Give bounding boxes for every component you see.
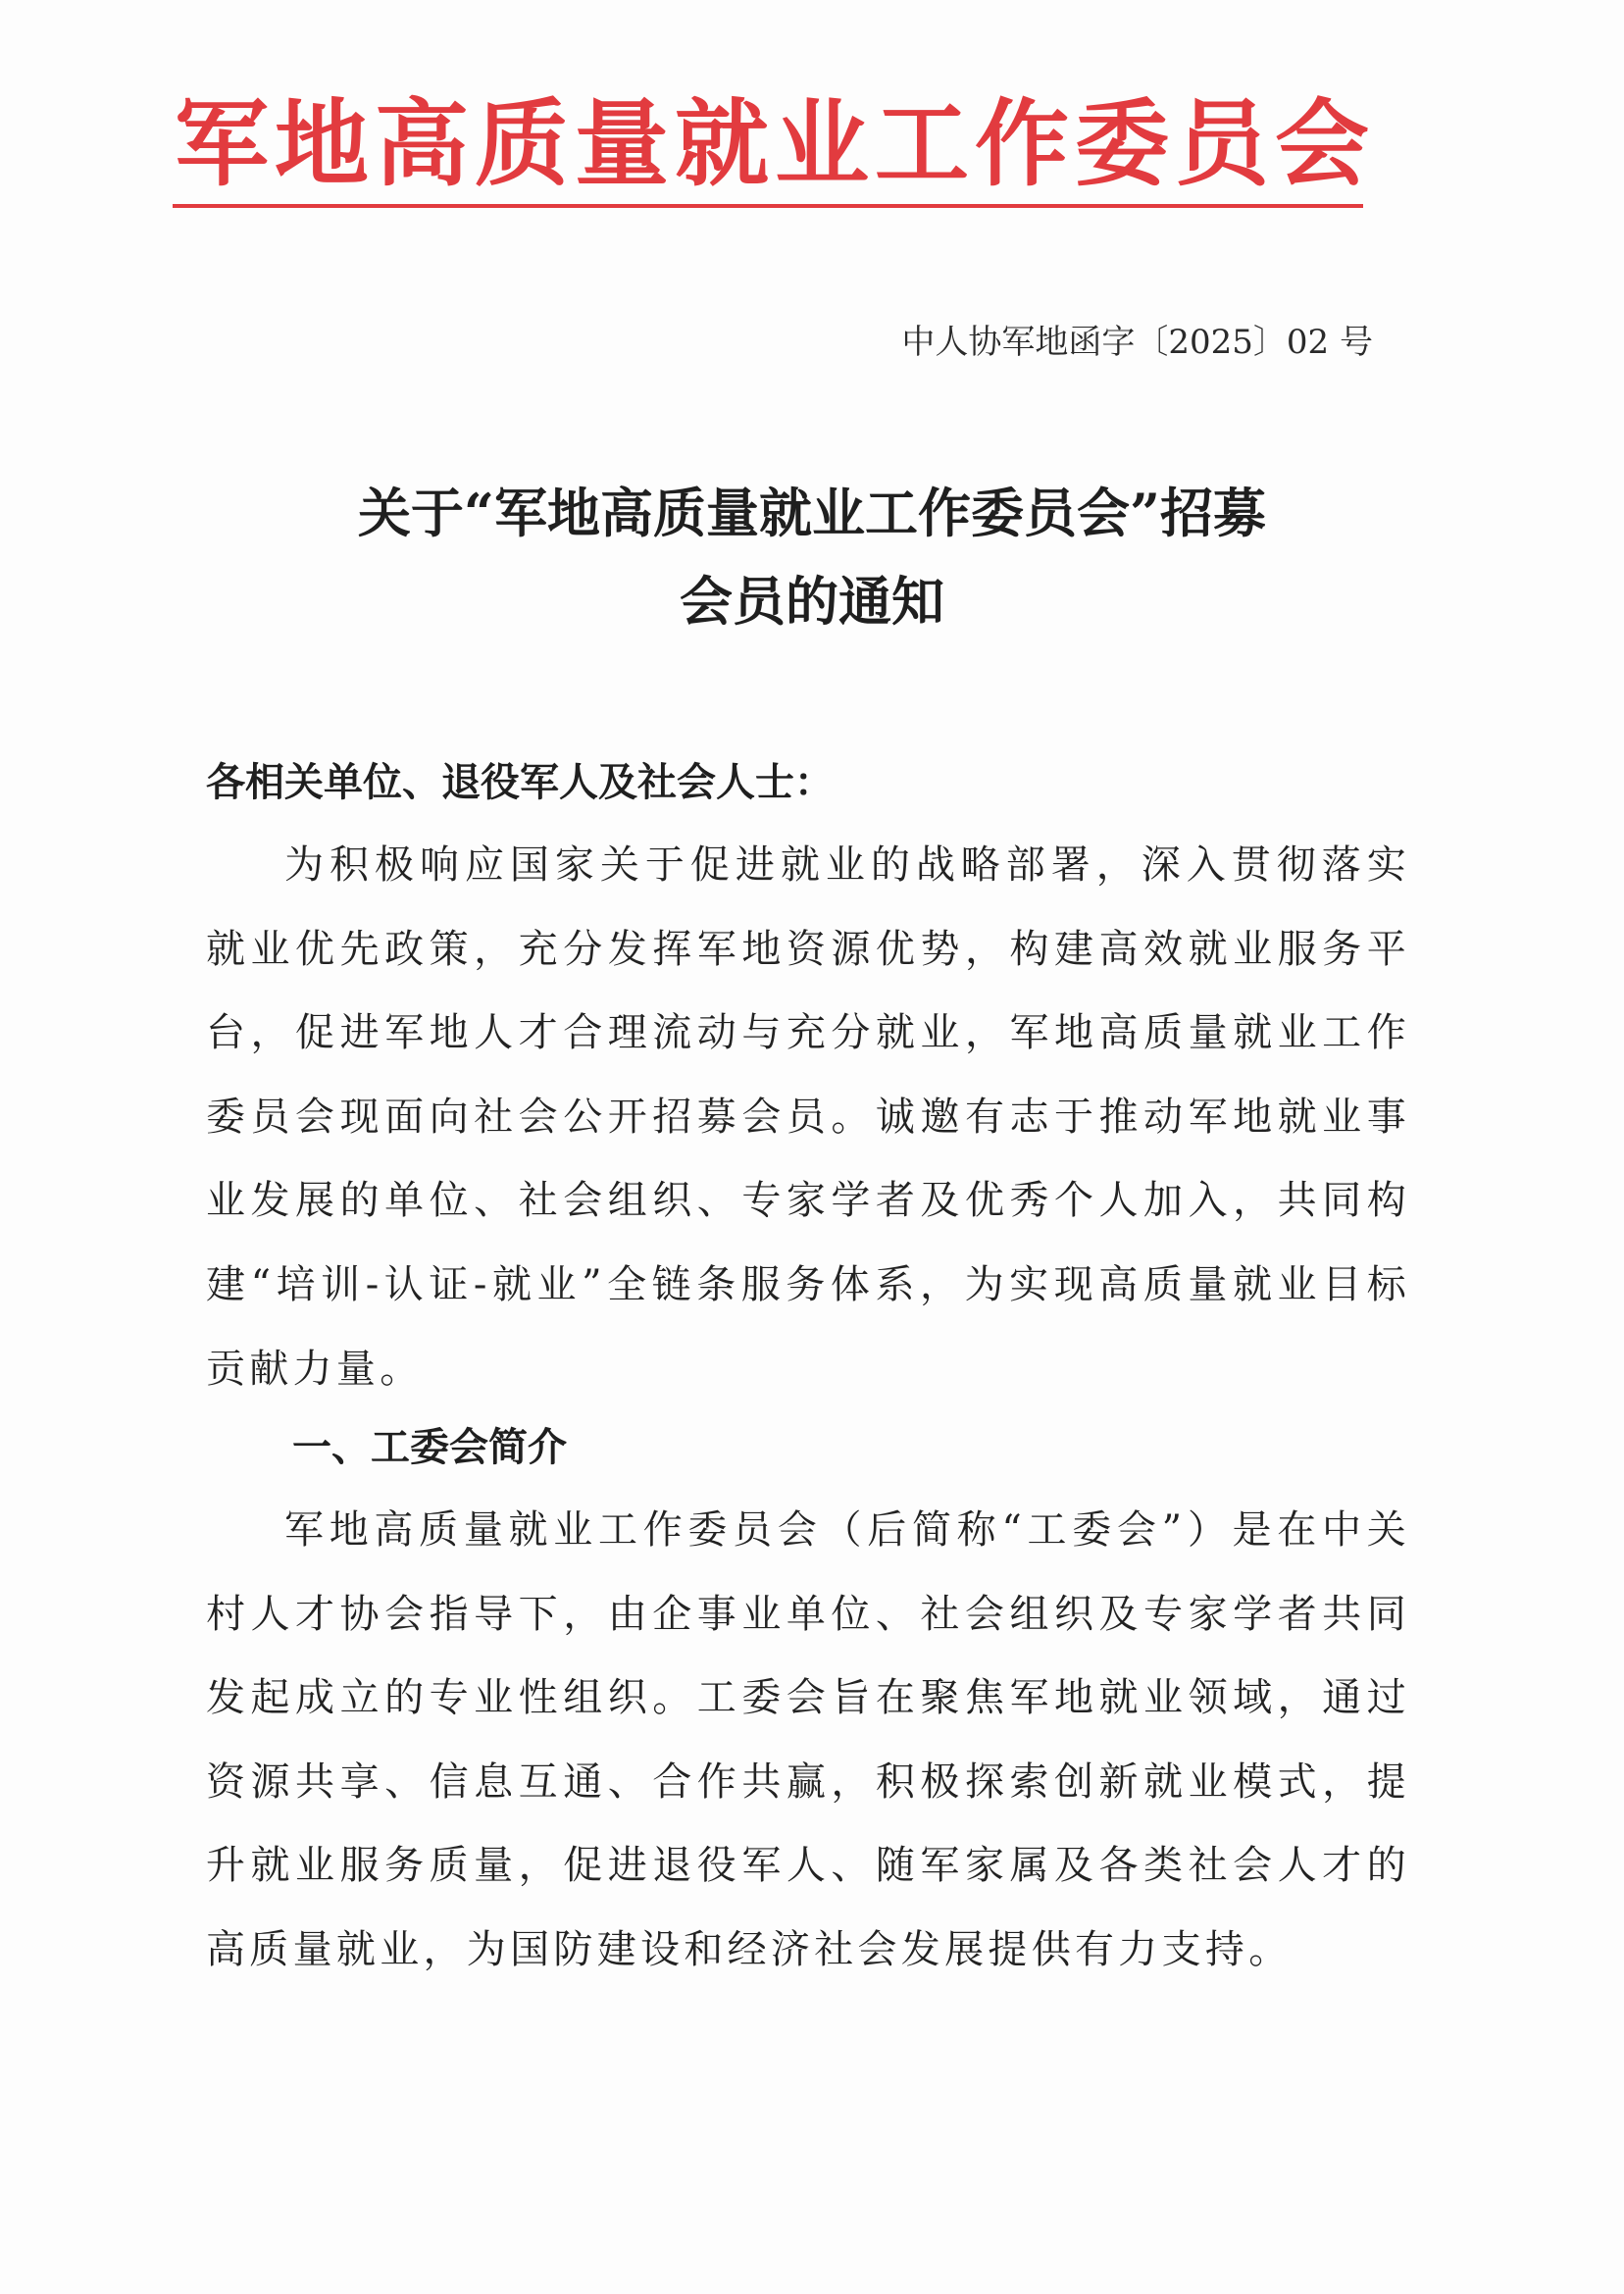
document-title: [177, 469, 1447, 645]
organization-letterhead: 军地高质量就业工作委员会: [175, 88, 1375, 199]
section-body-1: 军地高质量就业工作委员会（后简称“工委会”）是在中关村人才协会指导下，由企事业单位、社会组织及专家学者共同发起成立的专业性组织。工委会旨在聚焦军地就业领域，通过资源共享、信息互通、合作共赢，积极探索创新就业模式，提升就业服务质量，促进退役军人、随军家属及各类社会人才的高质量就业，为国防建设和经济社会发展提供有力支持。: [206, 1507, 1410, 1972]
document-number: 中人协军地函字〔2025〕02 号: [901, 323, 1373, 362]
section-heading-1: 一、工委会简介: [292, 1425, 567, 1470]
title-line-2: 会员的通知: [680, 570, 944, 633]
letterhead-red-rule: [173, 204, 1363, 208]
intro-paragraph: 为积极响应国家关于促进就业的战略部署，深入贯彻落实就业优先政策，充分发挥军地资源优势，构建高效就业服务平台，促进军地人才合理流动与充分就业，军地高质量就业工作委员会现面向社会公开招募会员。诚邀有志于推动军地就业事业发展的单位、社会组织、专家学者及优秀个人加入，共同构建“培训-认证-就业”全链条服务体系，为实现高质量就业目标贡献力量。: [206, 842, 1410, 1392]
title-line-1: 关于“军地高质量就业工作委员会”招募: [357, 482, 1267, 544]
salutation: 各相关单位、退役军人及社会人士：: [206, 760, 834, 805]
